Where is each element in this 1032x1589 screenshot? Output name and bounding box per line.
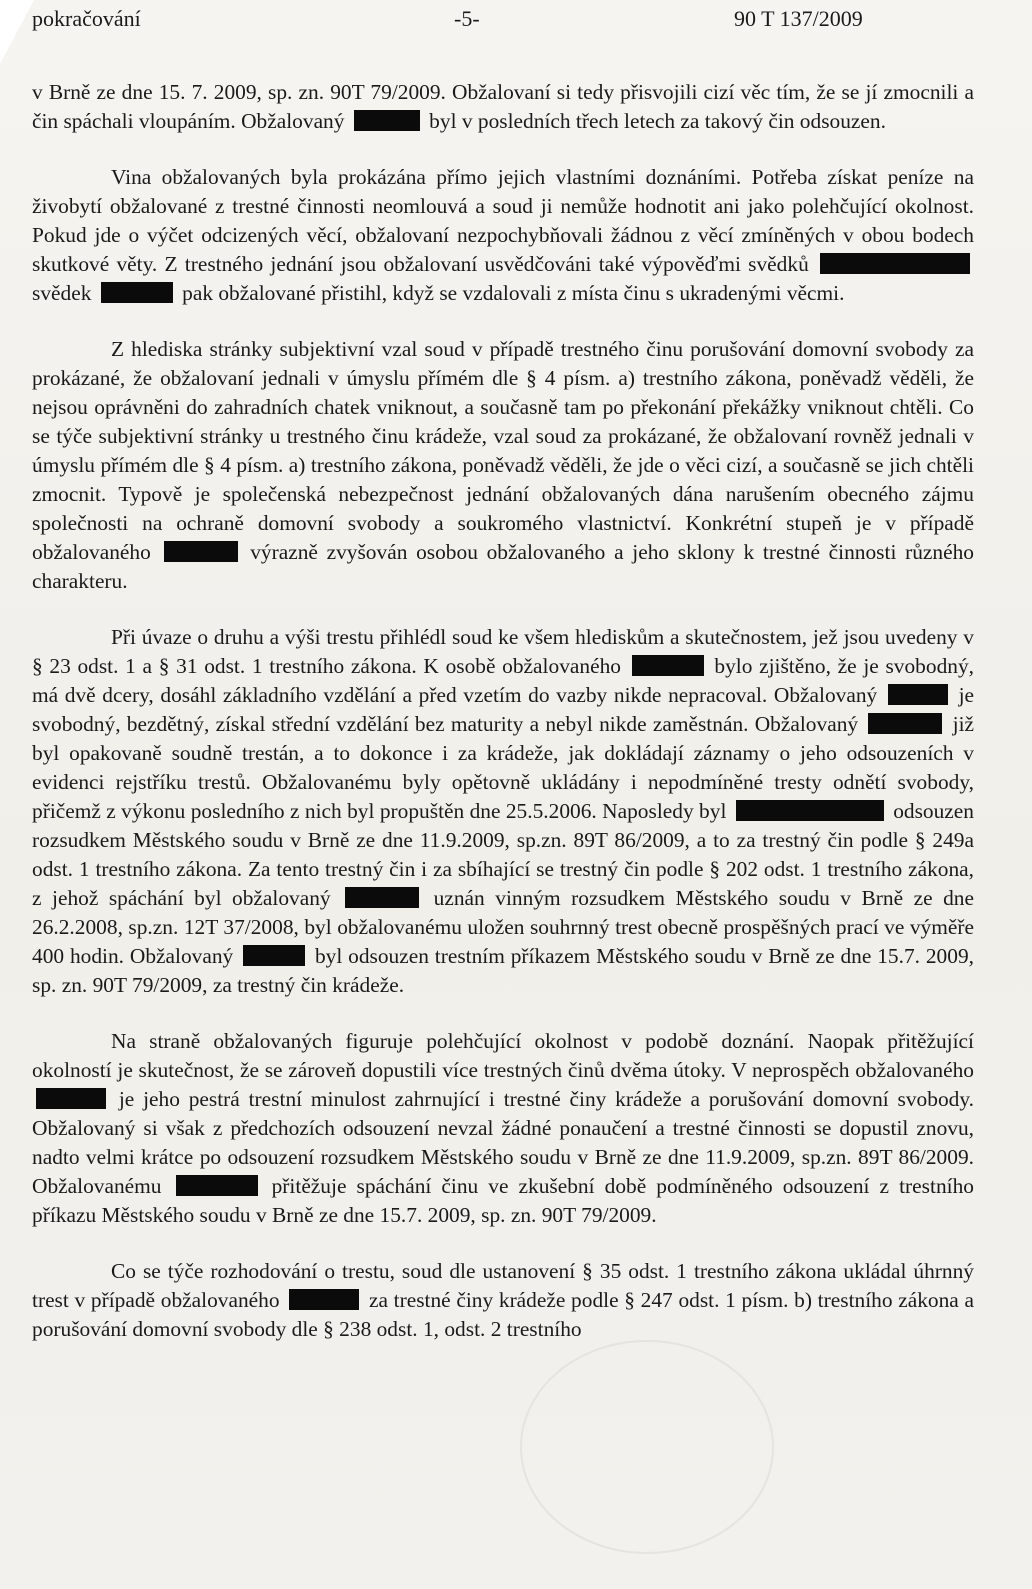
paragraph-text: uznán vinným rozsudkem Městského soudu v Brně ze dne 26.2.2008, sp.zn. 12T 37/2008, byl obžalovanému uložen souhrnný trest obecně prospěšných prací ve výměře 400 hodin. Obžalovaný [32, 886, 974, 968]
header-case-number: 90 T 137/2009 [734, 6, 863, 31]
redaction-box [289, 1289, 359, 1310]
page-corner-fold [0, 0, 34, 64]
paragraph-text: odsouzen rozsudkem Městského soudu v Brně ze dne 11.9.2009, sp.zn. 89T 86/2009, a to za trestný čin podle § 249a odst. 1 trestního zákona. Za tento trestný čin i za sbíhající se trestný čin podle § 202 odst. 1 trestního zákona, z jehož spáchání byl obžalovaný [32, 799, 974, 910]
paragraph-3 [32, 335, 974, 596]
redaction-box [820, 253, 970, 274]
paragraph-text: Na straně obžalovaných figuruje polehčující okolnost v podobě doznání. Naopak přitěžující okolností je skutečnost, že se zároveň dopustili více trestných činů dvěma útoky. V neprospěch obžalovaného [32, 1029, 974, 1082]
paragraph-text: v Brně ze dne 15. 7. 2009, sp. zn. 90T 79/2009. Obžalovaní si tedy přisvojili cizí věc tím, že se jí zmocnili a čin spáchali vloupáním. Obžalovaný [32, 80, 974, 133]
redaction-box [36, 1088, 106, 1109]
faint-stamp-mark [520, 1340, 774, 1554]
redaction-box [736, 800, 884, 821]
redaction-box [164, 541, 238, 562]
page-header [32, 6, 982, 36]
paragraph-text: Co se týče rozhodování o trestu, soud dle ustanovení § 35 odst. 1 trestního zákona ukládal úhrnný trest v případě obžalovaného [32, 1259, 974, 1312]
paragraph-2 [32, 163, 974, 308]
paragraph-text: Z hlediska stránky subjektivní vzal soud v případě trestného činu porušování domovní svobody za prokázané, že obžalovaní jednali v úmyslu přímém dle § 4 písm. a) trestního zákona, poněvadž věděli, že nejsou oprávněni do zahradních chatek vniknout, a současně tam po překonání překážky vniknout chtěli. Co se týče subjektivní stránky u trestného činu krádeže, vzal soud za prokázané, že obžalovaní rovněž jednali v úmyslu přímém dle § 4 písm. a) trestního zákona, poněvadž věděli, že jde o věci cizí, a současně se jich chtěli zmocnit. Typově je společenská nebezpečnost jednání obžalovaných dána narušením obecného zájmu společnosti na ochraně domovní svobody a soukromého vlastnictví. Konkrétní stupeň je v případě obžalovaného [32, 337, 974, 564]
paragraph-6 [32, 1257, 974, 1344]
redaction-box [101, 282, 173, 303]
redaction-box [354, 110, 420, 131]
paragraph-text: přitěžuje spáchání činu ve zkušební době podmíněného odsouzení z trestního příkazu Městského soudu v Brně ze dne 15.7. 2009, sp. zn. 90T 79/2009. [32, 1174, 974, 1227]
paragraph-text: výrazně zvyšován osobou obžalovaného a jeho sklony k trestné činnosti různého charakteru. [32, 540, 974, 593]
paragraph-text: byl odsouzen trestním příkazem Městského soudu v Brně ze dne 15.7. 2009, sp. zn. 90T 79/2009, za trestný čin krádeže. [32, 944, 974, 997]
paragraph-text: pak obžalované přistihl, když se vzdalovali z místa činu s ukradenými věcmi. [182, 281, 845, 305]
redaction-box [176, 1175, 258, 1196]
paragraph-text: Vina obžalovaných byla prokázána přímo jejich vlastními doznáními. Potřeba získat peníze na živobytí obžalované z trestné činnosti neomlouvá a soud ji nemůže hodnotit ani jako polehčující okolnost. Pokud jde o výčet odcizených věcí, obžalovaní nezpochybňovali žádnou z věcí zmíněných v obou bodech skutkové věty. Z trestného jednání jsou obžalovaní usvědčováni také výpověďmi svědků [32, 165, 974, 276]
paragraph-text: již byl opakovaně soudně trestán, a to dokonce i za krádeže, jak dokládají záznamy o jeho odsouzeních v evidenci rejstříku trestů. Obžalovanému byly opětovně ukládány i nepodmíněné tresty odnětí svobody, přičemž z výkonu posledního z nich byl propuštěn dne 25.5.2006. Naposledy byl [32, 712, 975, 823]
redaction-box [868, 713, 942, 734]
redaction-box [888, 684, 948, 705]
paragraph-1 [32, 78, 974, 136]
paragraph-text: za trestné činy krádeže podle § 247 odst. 1 písm. b) trestního zákona a porušování domovní svobody dle § 238 odst. 1, odst. 2 trestního [32, 1288, 974, 1341]
header-continuation: pokračování [32, 6, 141, 31]
redaction-box [243, 945, 305, 966]
paragraph-text: svědek [32, 281, 92, 305]
document-body [32, 78, 974, 1371]
redaction-box [632, 655, 704, 676]
paragraph-text: byl v posledních třech letech za takový čin odsouzen. [429, 109, 886, 133]
paragraph-text: bylo zjištěno, že je svobodný, má dvě dcery, dosáhl základního vzdělání a před vzetím do vazby nikde nepracoval. Obžalovaný [32, 654, 975, 707]
paragraph-5 [32, 1027, 974, 1230]
paragraph-text: Při úvaze o druhu a výši trestu přihlédl soud ke všem hlediskům a skutečnostem, jež jsou uvedeny v § 23 odst. 1 a § 31 odst. 1 trestního zákona. K osobě obžalovaného [32, 625, 974, 678]
paragraph-text: je jeho pestrá trestní minulost zahrnující i trestné činy krádeže a porušování domovní svobody. Obžalovaný si však z předchozích odsouzení nevzal žádné ponaučení a trestné činnosti se dopustil znovu, nadto velmi krátce po odsouzení rozsudkem Městského soudu v Brně ze dne 11.9.2009, sp.zn. 89T 86/2009. Obžalovanému [32, 1087, 974, 1198]
header-page-number: -5- [454, 6, 480, 31]
paragraph-text: je svobodný, bezdětný, získal střední vzdělání bez maturity a nebyl nikde zaměstnán. Obžalovaný [32, 683, 974, 736]
paragraph-4 [32, 623, 974, 1000]
redaction-box [345, 887, 419, 908]
